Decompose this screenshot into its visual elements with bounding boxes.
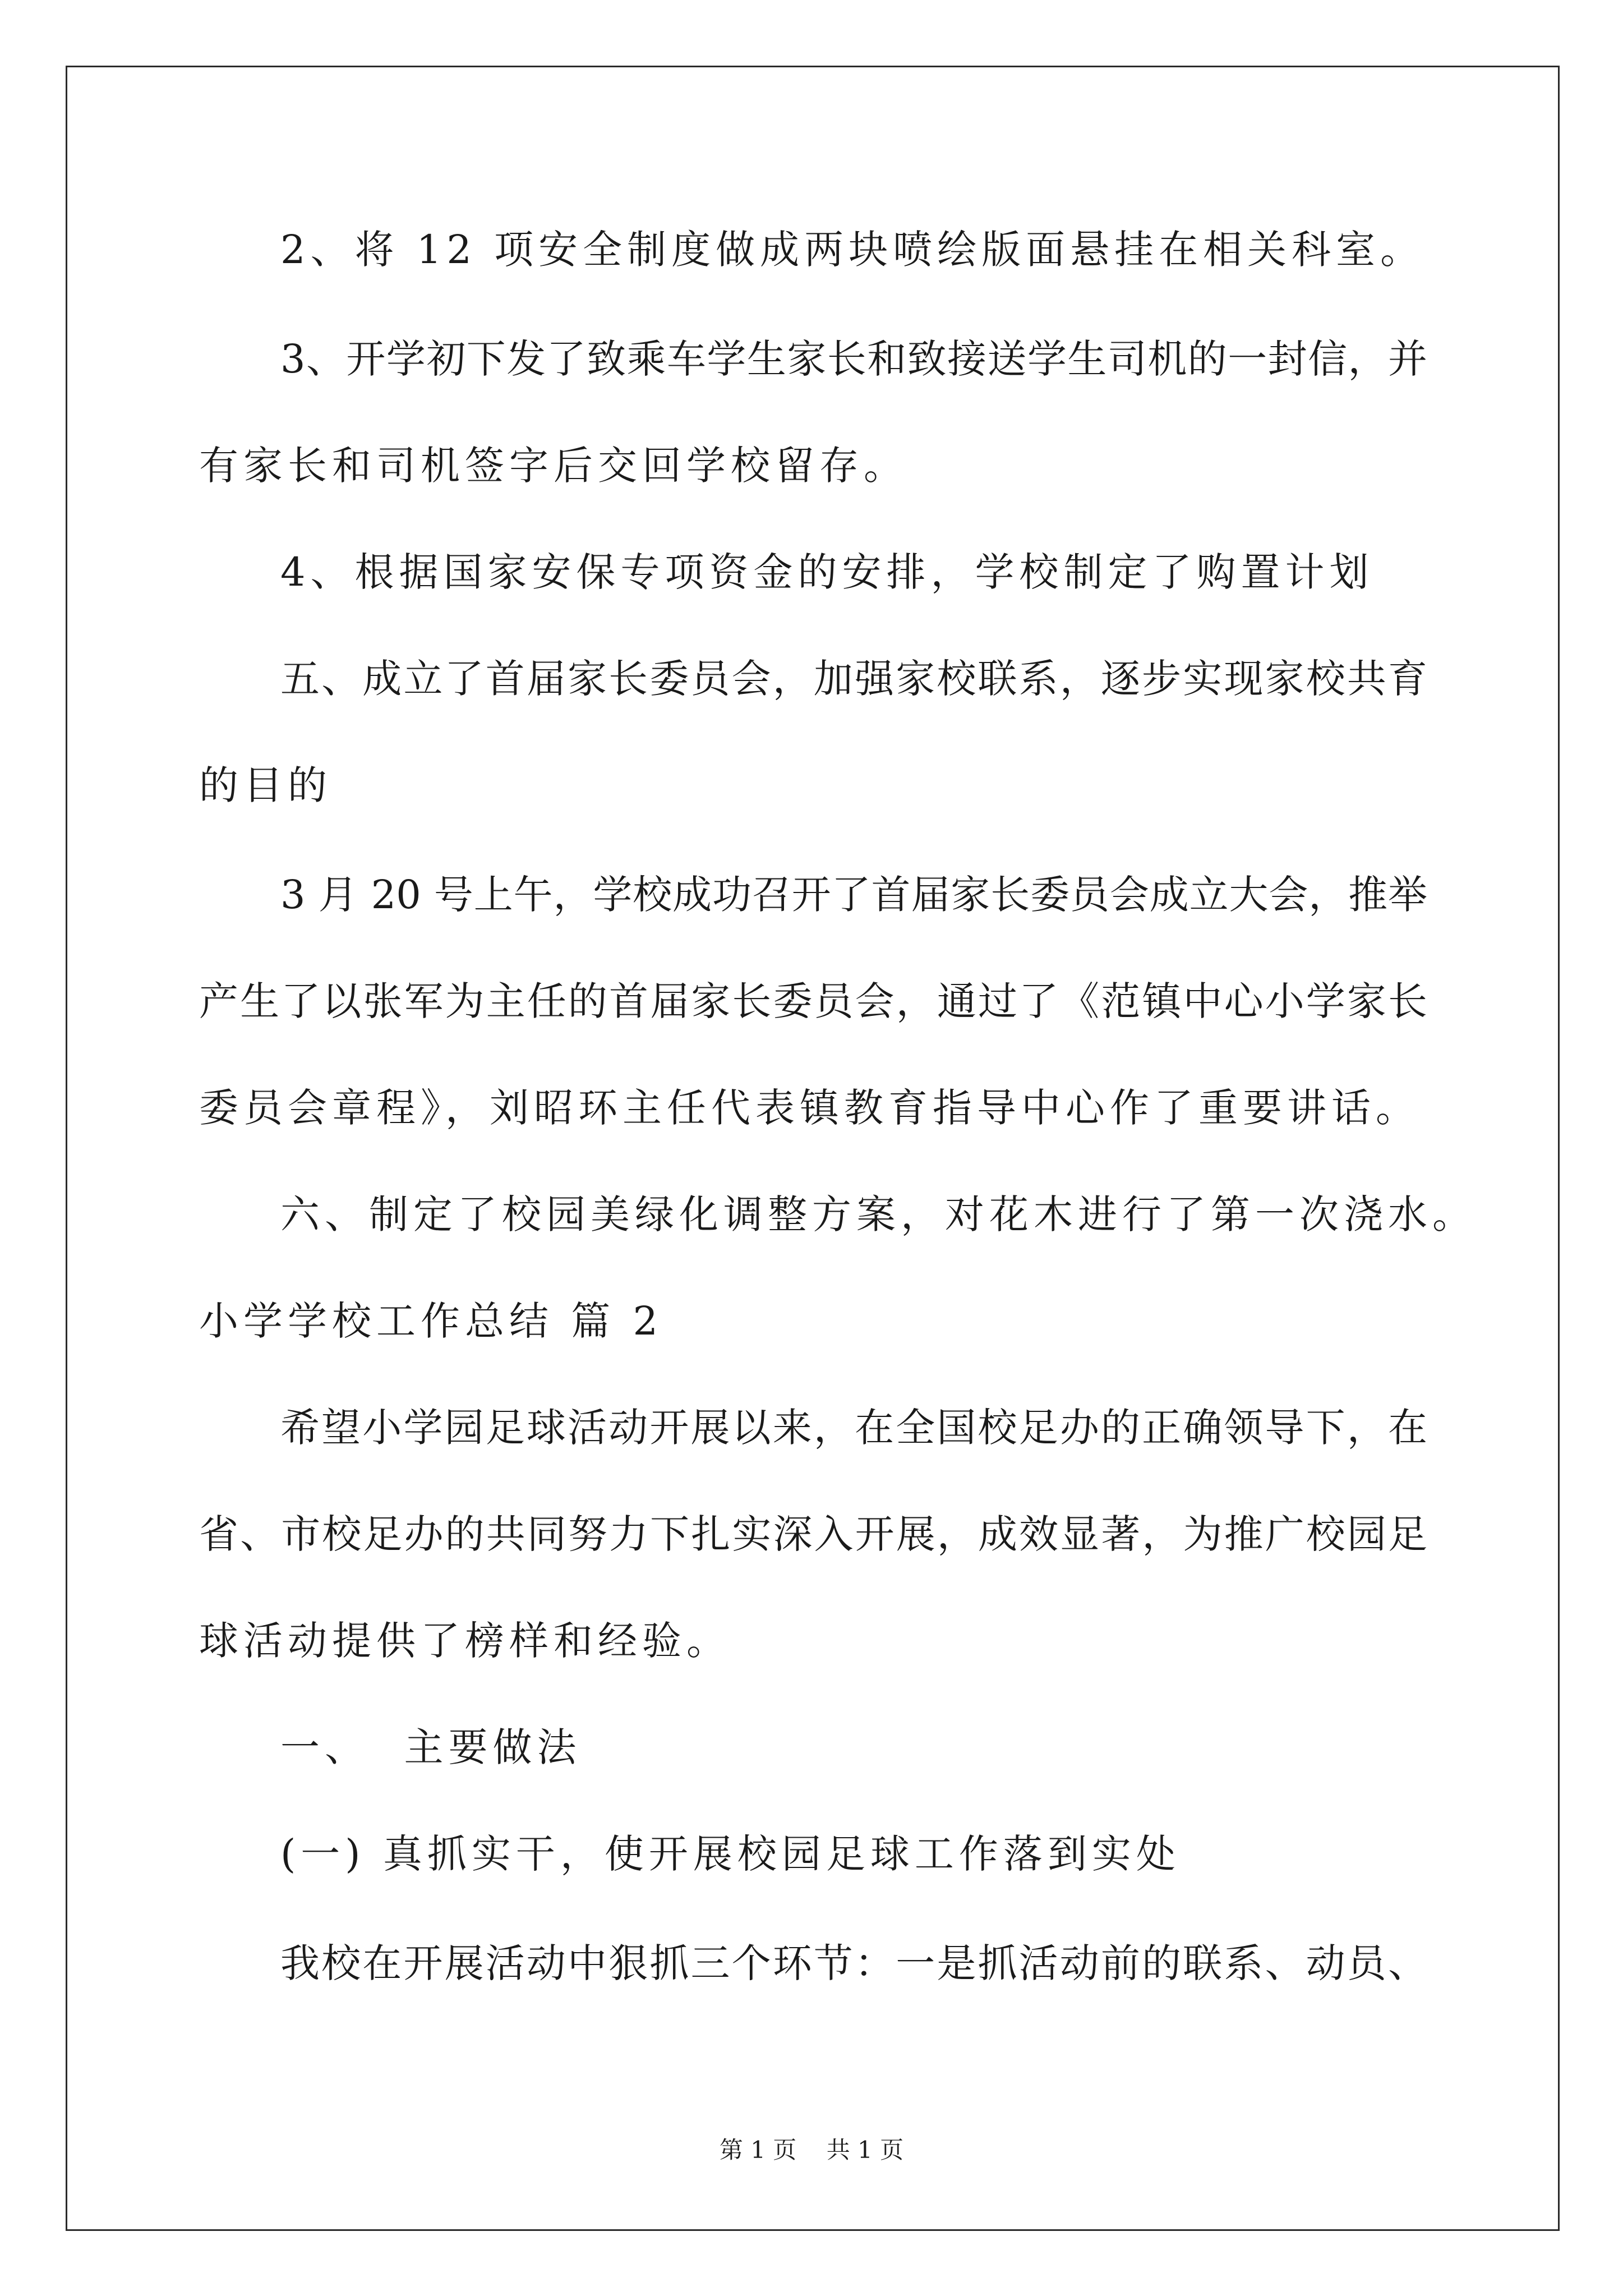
paragraph-line: 我校在开展活动中狠抓三个环节：一是抓活动前的联系、动员、	[280, 1940, 1427, 1986]
section-heading: 一、 主要做法	[280, 1724, 582, 1770]
section-heading: 五、成立了首届家长委员会，加强家校联系，逐步实现家校共育	[280, 656, 1427, 702]
paragraph-line: 2、将 12 项安全制度做成两块喷绘版面悬挂在相关科室。	[280, 227, 1425, 273]
paragraph-line: 省、市校足办的共同努力下扎实深入开展，成效显著，为推广校园足	[199, 1511, 1427, 1557]
page-number-footer: 第 1 页 共 1 页	[719, 2136, 904, 2164]
page-border	[66, 66, 1560, 2231]
article-title: 小学学校工作总结 篇 2	[199, 1298, 663, 1344]
paragraph-line: 球活动提供了榜样和经验。	[199, 1618, 731, 1664]
paragraph-line: 委员会章程》，刘昭环主任代表镇教育指导中心作了重要讲话。	[199, 1085, 1420, 1131]
section-heading: 六、制定了校园美绿化调整方案，对花木进行了第一次浇水。	[280, 1191, 1477, 1237]
paragraph-line: 希望小学园足球活动开展以来，在全国校足办的正确领导下，在	[280, 1405, 1427, 1451]
paragraph-line: 4、根据国家安保专项资金的安排，学校制定了购置计划	[280, 549, 1374, 595]
paragraph-line: 3、开学初下发了致乘车学生家长和致接送学生司机的一封信，并	[280, 336, 1427, 382]
paragraph-line: 3 月 20 号上午，学校成功召开了首届家长委员会成立大会，推举	[280, 872, 1427, 918]
paragraph-line: 产生了以张军为主任的首届家长委员会，通过了《范镇中心小学家长	[199, 978, 1427, 1024]
subsection-heading: (一) 真抓实干，使开展校园足球工作落到实处	[280, 1831, 1181, 1877]
paragraph-line: 有家长和司机签字后交回学校留存。	[199, 443, 908, 489]
paragraph-line: 的目的	[199, 762, 332, 808]
